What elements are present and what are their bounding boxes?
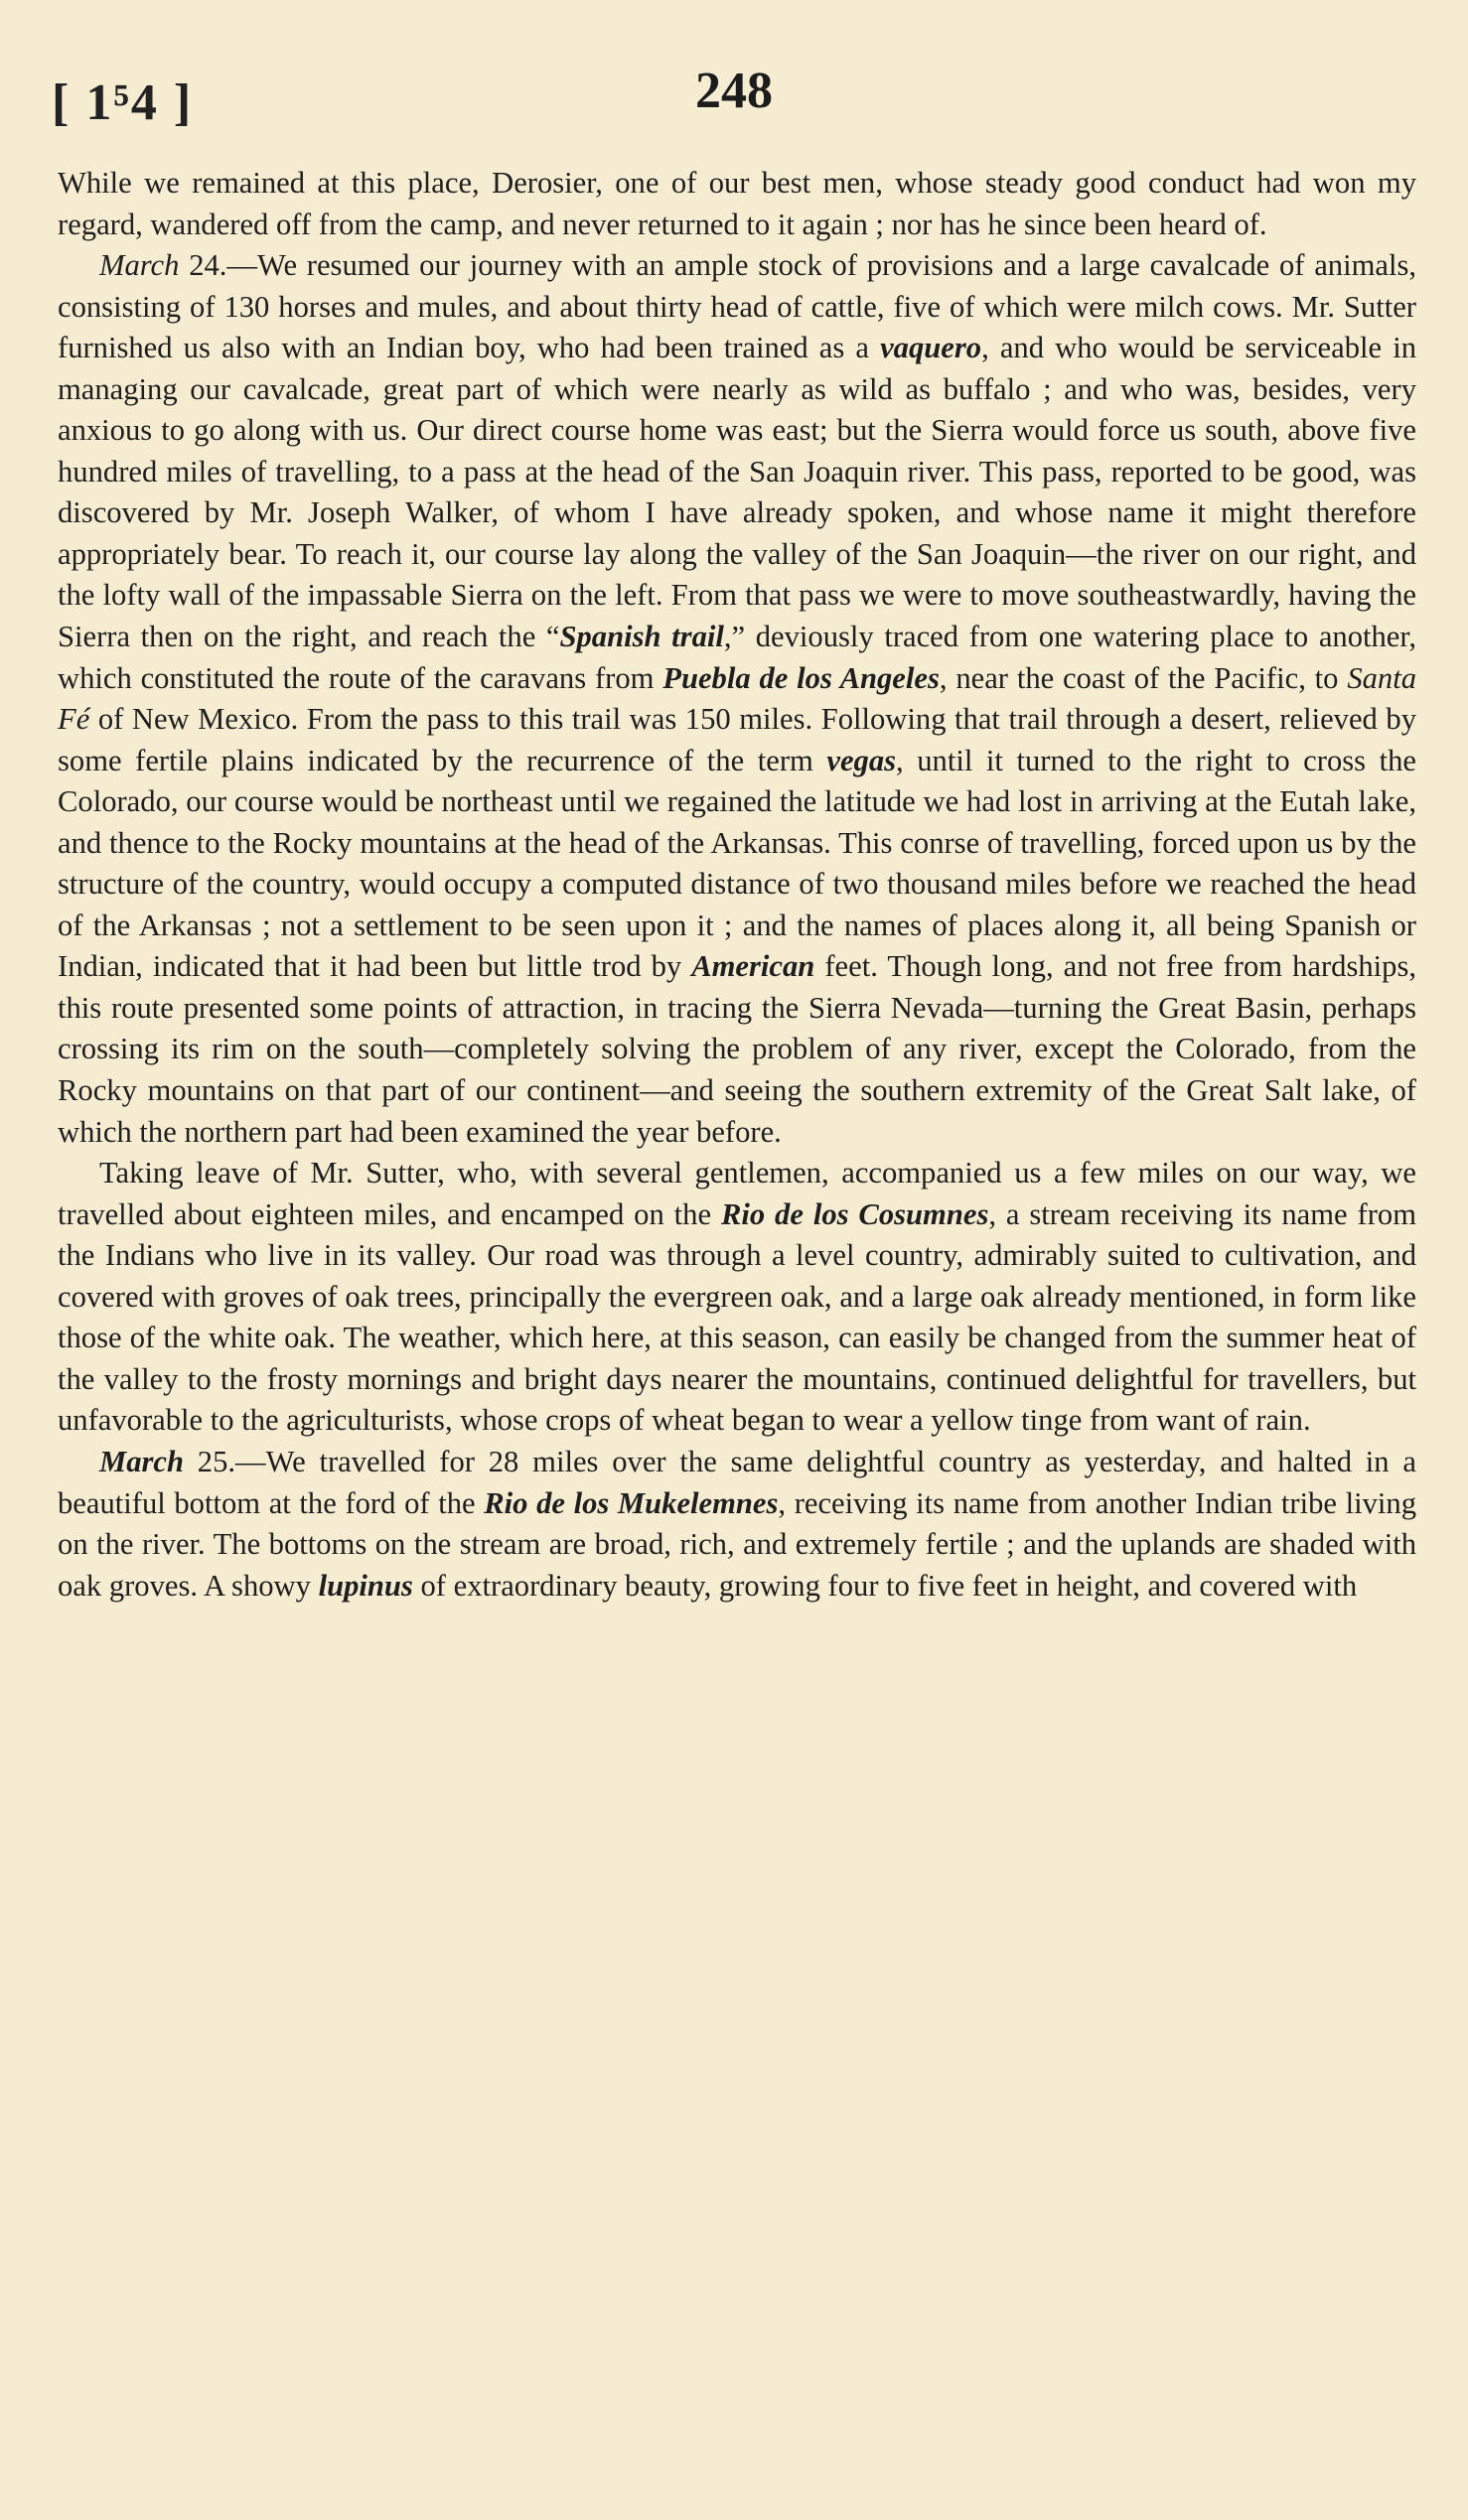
text-run: of extraordinary beauty, growing four to five feet in height, and covered with xyxy=(412,1568,1358,1603)
text-run: , a stream receiving its name from the Indians who live in its valley. Our road was through a level country, admirably suited to cultivation, and covered with groves of oak trees, principally the evergreen oak, and a large oak already mentioned, in form like those of the white oak. The weather, which here, at this season, can easily be changed from the summer heat of the valley to the frosty mornings and bright days nearer the mountains, continued delightful for travellers, but unfavorable to the agriculturists, whose crops of wheat began to wear a yellow tinge from want of rain. xyxy=(58,1196,1417,1438)
emphasis-spanish-trail: Spanish trail xyxy=(559,620,724,654)
text-run: , receiving its name from another Indian tribe living on the river. The bottoms on the stream are broad, rich, and extremely fertile ; and the uplands are shaded with oak groves. A showy xyxy=(58,1485,1416,1603)
emphasis-cosumnes: Rio de los Cosumnes xyxy=(720,1196,989,1231)
text-run: , until it turned to the right to cross the Colorado, our course would be northeast until we regained the latitude we had lost in arriving at the Eutah lake, and thence to the Rocky mountains at the head of the Arkansas. This conrse of travelling, forced upon us by the structure of the country, would occupy a computed distance of two thousand miles before we reached the head of the Arkansas ; not a settlement to be seen upon it ; and the names of places along it, all being Spanish or Indian, indicated that it had been but little trod by xyxy=(58,743,1416,984)
text-run: , near the coast of the Pacific, to xyxy=(939,660,1348,695)
emphasis-santa-fe: Santa Fé xyxy=(58,660,1417,737)
text-run: Taking leave of Mr. Sutter, who, with several gentlemen, accompanied us a few miles on our way, we travelled about eighteen miles, and encamped on the xyxy=(58,1156,1416,1231)
emphasis-mukelemnes: Rio de los Mukelemnes xyxy=(484,1485,779,1520)
paragraph-3 xyxy=(58,1153,1416,1442)
emphasis-lupinus: lupinus xyxy=(318,1568,413,1603)
date-march: March xyxy=(99,248,180,283)
text-run: of New Mexico. From the pass to this trail was 150 miles. Following that trail through a desert, relieved by some fertile plains indicated by the recurrence of the term xyxy=(58,702,1416,777)
page-number: 248 xyxy=(695,63,773,119)
paragraph-2 xyxy=(58,245,1416,1153)
text-run: While we remained at this place, Derosier, one of our best men, whose steady good conduct had won my regard, wandered off from the camp, and never returned to it again ; nor has he since been heard of. xyxy=(58,166,1416,241)
date-march: March xyxy=(99,1444,184,1478)
emphasis-american: American xyxy=(691,949,815,984)
text-run: 25.—We travelled for 28 miles over the same delightful country as yesterday, and halted in a beautiful bottom at the ford of the xyxy=(58,1444,1416,1520)
text-run: feet. Though long, and not free from hardships, this route presented some points of attraction, in tracing the Sierra Nevada—turning the Great Basin, perhaps crossing its rim on the south—completely solving the problem of any river, except the Colorado, from the Rocky mountains on that part of our continent—and seeing the southern extremity of the Great Salt lake, of which the northern part had been examined the year before. xyxy=(58,949,1417,1149)
body-text xyxy=(58,163,1416,1607)
text-run: , and who would be serviceable in managing our cavalcade, great part of which were nearly as wild as buffalo ; and who was, besides, very anxious to go along with us. Our direct course home was east; but the Sierra would force us south, above five hundred miles of travelling, to a pass at the head of the San Joaquin river. This pass, reported to be good, was discovered by Mr. Joseph Walker, of whom I have already spoken, and whose name it might therefore appropriately bear. To reach it, our course lay along the valley of the San Joaquin—the river on our right, and the lofty wall of the impassable Sierra on the left. From that pass we were to move southeastwardly, having the Sierra then on the right, and reach the “ xyxy=(58,331,1416,654)
paragraph-1 xyxy=(58,163,1416,245)
emphasis-puebla: Puebla de los Angeles xyxy=(662,660,940,695)
bracket-page-number: [ 1⁵4 ] xyxy=(52,74,194,131)
paragraph-4 xyxy=(58,1442,1416,1607)
text-run: ,” deviously traced from one watering place to another, which constituted the route of the caravans from xyxy=(58,620,1416,695)
emphasis-vaquero: vaquero xyxy=(880,331,982,365)
text-run: 24.—We resumed our journey with an ample stock of provisions and a large cavalcade of animals, consisting of 130 horses and mules, and about thirty head of cattle, five of which were milch cows. Mr. Sutter furnished us also with an Indian boy, who had been trained as a xyxy=(58,248,1416,365)
emphasis-vegas: vegas xyxy=(826,743,897,777)
page-header xyxy=(0,62,1468,141)
